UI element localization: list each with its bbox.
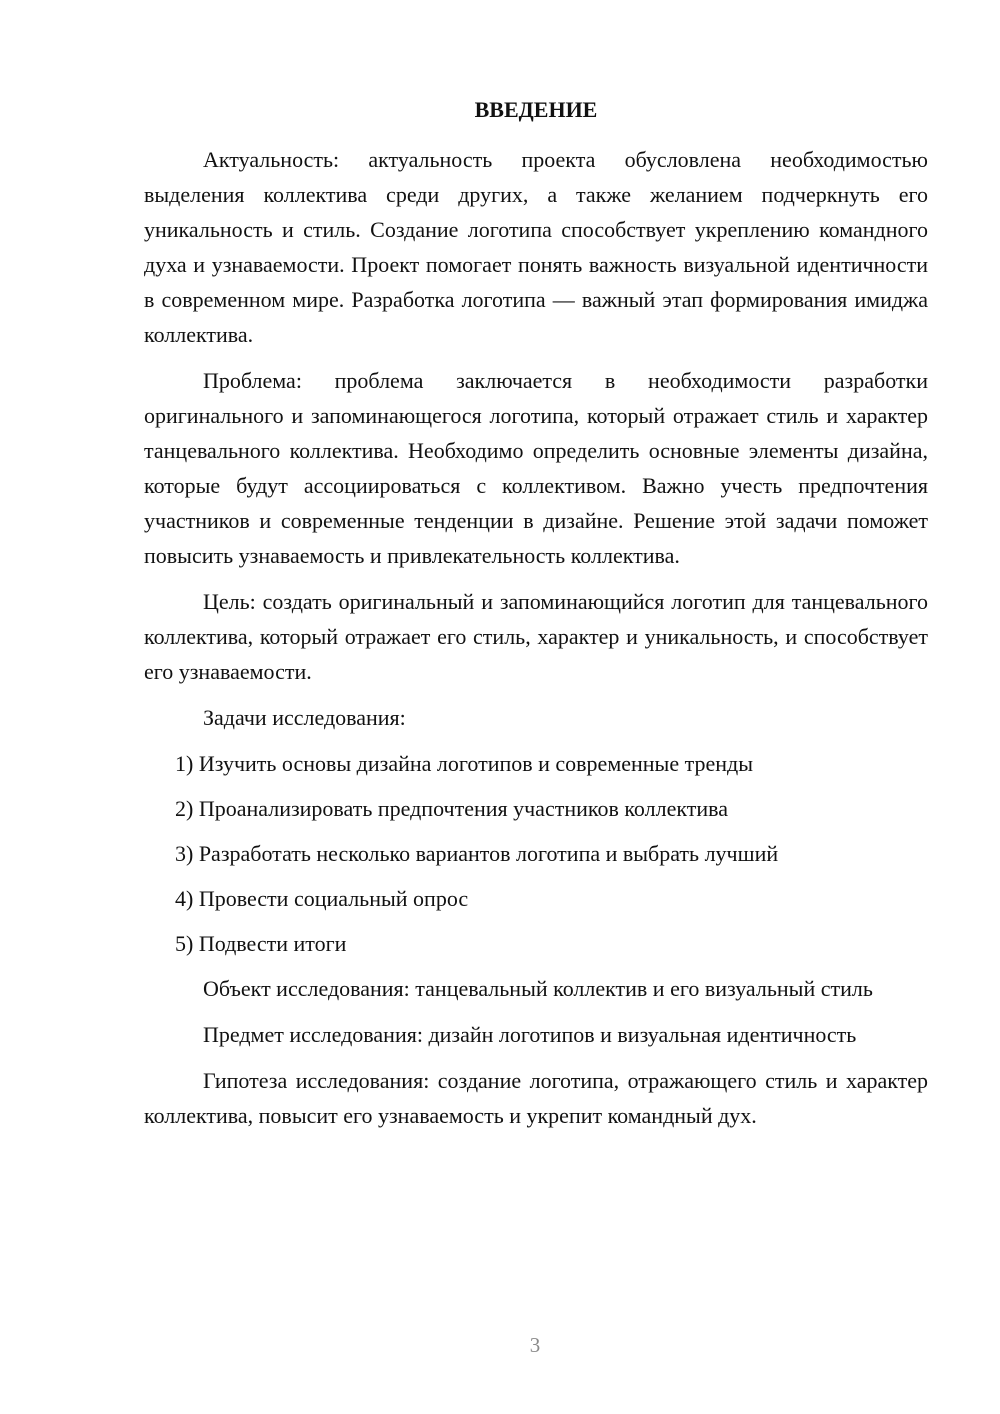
hypothesis-paragraph: Гипотеза исследования: создание логотипа, отражающего стиль и характер коллектива, повысит его узнаваемость и укрепит командный дух. [144, 1068, 928, 1128]
page-number: 3 [529, 1333, 541, 1357]
document-page [144, 94, 928, 1133]
object-paragraph: Объект исследования: танцевальный коллектив и его визуальный стиль [203, 976, 873, 1001]
goal-paragraph: Цель: создать оригинальный и запоминающийся логотип для танцевального коллектива, который отражает его стиль, характер и уникальность, и способствует его узнаваемости. [144, 589, 928, 684]
tasks-heading: Задачи исследования: [203, 705, 406, 730]
task-item: 5) Подвести итоги [175, 931, 347, 956]
page-title: ВВЕДЕНИЕ [474, 97, 598, 122]
task-item: 1) Изучить основы дизайна логотипов и современные тренды [175, 751, 753, 776]
relevance-paragraph: Актуальность: актуальность проекта обусловлена необходимостью выделения коллектива среди других, а также желанием подчеркнуть его уникальность и стиль. Создание логотипа способствует укреплению командного духа и узнаваемости. Проект помогает понять важность визуальной идентичности в современном мире. Разработка логотипа — важный этап формирования имиджа коллектива. [144, 147, 928, 347]
subject-paragraph: Предмет исследования: дизайн логотипов и визуальная идентичность [203, 1022, 857, 1047]
problem-paragraph: Проблема: проблема заключается в необходимости разработки оригинального и запоминающегося логотипа, который отражает стиль и характер танцевального коллектива. Необходимо определить основные элементы дизайна, которые будут ассоциироваться с коллективом. Важно учесть предпочтения участников и современные тенденции в дизайне. Решение этой задачи поможет повысить узнаваемость и привлекательность коллектива. [144, 368, 928, 568]
task-item: 4) Провести социальный опрос [175, 886, 469, 911]
task-item: 2) Проанализировать предпочтения участников коллектива [175, 796, 728, 821]
task-item: 3) Разработать несколько вариантов логотипа и выбрать лучший [175, 841, 779, 866]
tasks-list [144, 746, 928, 961]
